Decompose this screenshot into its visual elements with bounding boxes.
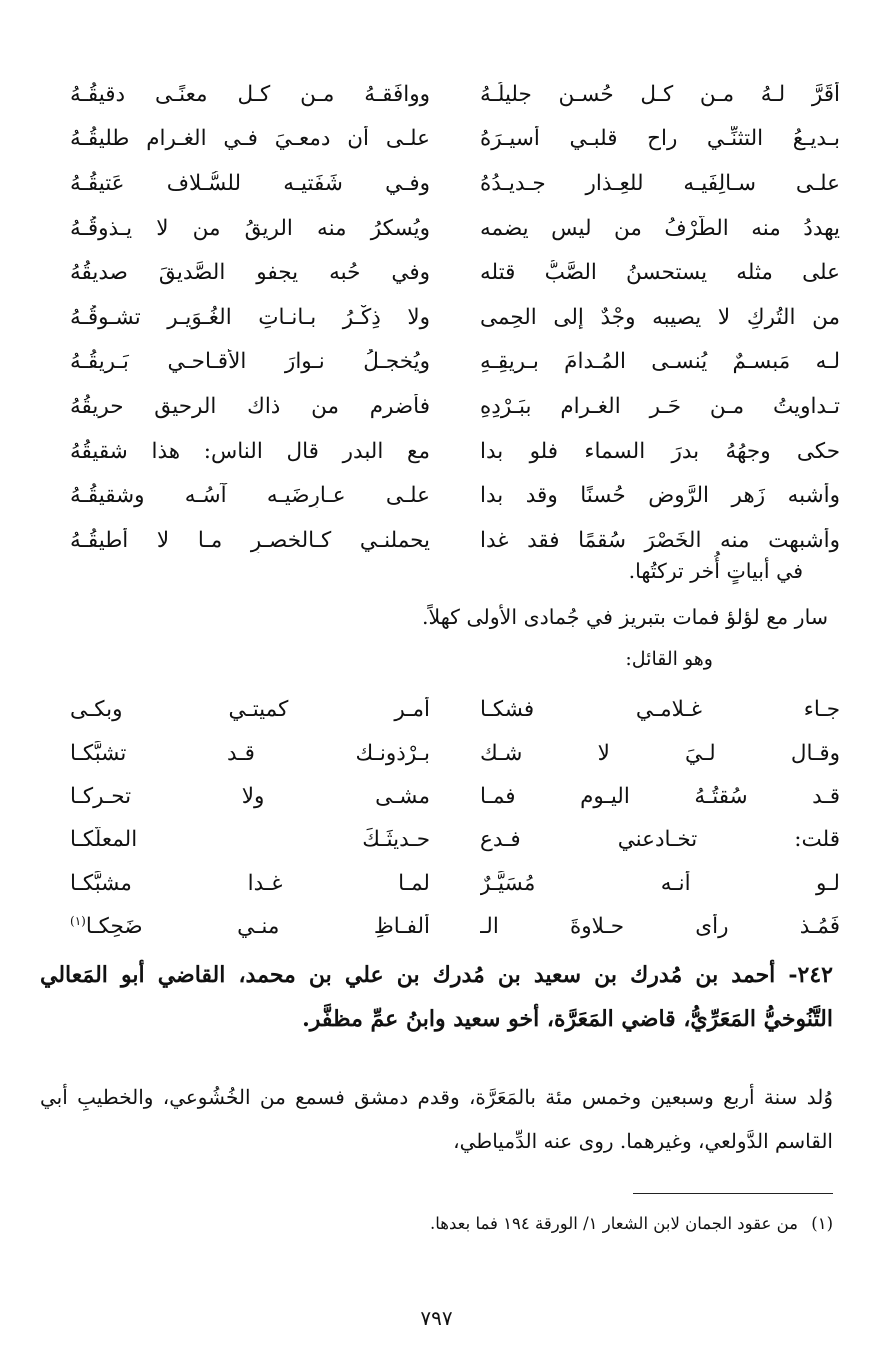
verse	[70, 688, 840, 731]
hemistich-right: أَقَرَّ لـهُ مـن كـل حُسـنٍ جليلُـهُ	[480, 81, 840, 107]
hemistich-right: علـى سـالِفَيـه للعِـذار جـديـدُهُ	[480, 170, 840, 196]
verse	[70, 161, 840, 206]
verse	[70, 117, 840, 162]
hemistich-left: مشـى ولا تحـركـا	[70, 783, 430, 809]
verse	[70, 518, 840, 563]
hemistich-right: يهددُ منه الطَّرْفُ من ليس يضمه	[480, 215, 840, 241]
poem-second	[70, 688, 840, 948]
footnote	[430, 1214, 833, 1233]
hemistich-right: من التُركِ لا يصيبه وجْدٌ إلى الحِمى	[480, 304, 840, 330]
hemistich-left: وفي حُبه يجفو الصَّديقَ صديقُهُ	[70, 260, 430, 286]
verse	[70, 340, 840, 385]
hemistich-left: أمـر كميتـي وبكـى	[70, 697, 430, 723]
hemistich-left: ويُخجـلُ نـوارَ الأقـاحـي بَـريقُـهُ	[70, 349, 430, 375]
page-number: ٧٩٧	[420, 1306, 453, 1330]
hemistich-left: ووافَقـهُ مـن كـل معنًـى دقيقُـهُ	[70, 81, 430, 107]
hemistich-right: لـو أنـه مُسَيَّـرٌ	[480, 870, 840, 896]
entry-heading-text: أحمد بن مُدرك بن سعيد بن مُدرك بن علي بن محمد، القاضي أبو المَعالي التَّنُوخيُّ المَعَرِّيُّ، قاضي المَعَرَّة، أخو سعيد وابنُ عمِّ مظفَّر.	[40, 962, 833, 1032]
poem-first	[70, 72, 840, 563]
verse	[70, 731, 840, 774]
hemistich-right: وأشبهت منه الخَصْرَ سُقمًا فقد غدا	[480, 527, 840, 553]
hemistich-right: جـاء غـلامـي فشكـا	[480, 697, 840, 723]
entry-number: ٢٤٢-	[788, 962, 833, 988]
hemistich-left: ويُسكرُ منه الريقُ من لا يـذوقُـهُ	[70, 215, 430, 241]
prose-line: سار مع لؤلؤ فمات بتبريز في جُمادى الأولى كهلاً.	[421, 605, 828, 629]
hemistich-right: بـديـعُ التثنِّـي راح قلبـي أسيـرَهُ	[480, 126, 840, 152]
hemistich-left: فأُضرم من ذاك الرحيق حريقُهُ	[70, 393, 430, 419]
footnote-text: من عقود الجمان لابن الشعار ١/ الورقة ١٩٤ فما بعدها.	[430, 1214, 798, 1233]
hemistich-left: يحملنـي كـالخصـرِ مـا لا أُطيقُـهُ	[70, 527, 430, 553]
hemistich-left: ولا ذِكْـرُ بـانـاتِ الغُـوَيـر تشـوقُـهُ	[70, 304, 430, 330]
hemistich-left: حـديثَـكَ المعلَّكـا	[70, 827, 430, 853]
hemistich-left-text: ألفـاظِ منـي ضَحِكـا	[85, 914, 430, 940]
verse	[70, 384, 840, 429]
verse	[70, 206, 840, 251]
hemistich-right: قلت: تخـادعني فـدع	[480, 827, 840, 853]
verse	[70, 818, 840, 861]
verse	[70, 250, 840, 295]
hemistich-left: لمـا غـدا مشبَّكـا	[70, 870, 430, 896]
hemistich-right: فَمُـذ رأى حـلاوةَ الـ	[480, 914, 840, 940]
hemistich-right: تـداويتُ مـن حَـر الغـرام ببَـرْدِهِ	[480, 393, 840, 419]
entry-body-text: وُلد سنة أربع وسبعين وخمس مئة بالمَعَرَّة، وقدم دمشق فسمع من الخُشُوعي، والخطيبِ أبي القاسم الدَّولعي، وغيرهما. روى عنه الدِّمياطي،	[40, 1085, 833, 1153]
hemistich-right: على مثله يستحسنُ الصَّبُّ قتله	[480, 260, 840, 286]
verse	[70, 72, 840, 117]
hemistich-right: وأشبه زَهر الرَّوض حُسنًا وقد بدا	[480, 483, 840, 509]
prose-line: في أبياتٍ أُخر تركتُها.	[628, 559, 803, 583]
hemistich-right: قـد سُقتُـهُ اليـوم فمـا	[480, 783, 840, 809]
verse	[70, 429, 840, 474]
hemistich-left: بـرْذونـك قـد تشبَّكـا	[70, 740, 430, 766]
verse	[70, 862, 840, 905]
hemistich-left	[70, 914, 430, 939]
prose-line: وهو القائل:	[625, 648, 713, 670]
hemistich-left: علـى أن دمعـيَ فـي الغـرام طليقُـهُ	[70, 126, 430, 152]
hemistich-left: وفـي شَفَتيـه للسُّـلاف عَتيقُـهُ	[70, 170, 430, 196]
verse	[70, 775, 840, 818]
hemistich-left: مع البدر قال الناس: هذا شقيقُهُ	[70, 438, 430, 464]
verse	[70, 295, 840, 340]
hemistich-right: حكى وجهُهُ بدرَ السماء فلو بدا	[480, 438, 840, 464]
hemistich-right: وقـال لـيَ لا شـك	[480, 740, 840, 766]
biography-entry-heading	[40, 953, 833, 1041]
verse	[70, 905, 840, 948]
hemistich-right: لـه مَبسـمٌ يُنسـى المُـدامَ بـريقِـهِ	[480, 349, 840, 375]
footnote-marker: (١)	[811, 1214, 833, 1233]
hemistich-left: علـى عـارِضَيـه آسُـه وشقيقُـهُ	[70, 483, 430, 509]
verse	[70, 473, 840, 518]
footnote-reference[interactable]: (١)	[70, 914, 86, 929]
footnote-divider	[633, 1193, 833, 1194]
